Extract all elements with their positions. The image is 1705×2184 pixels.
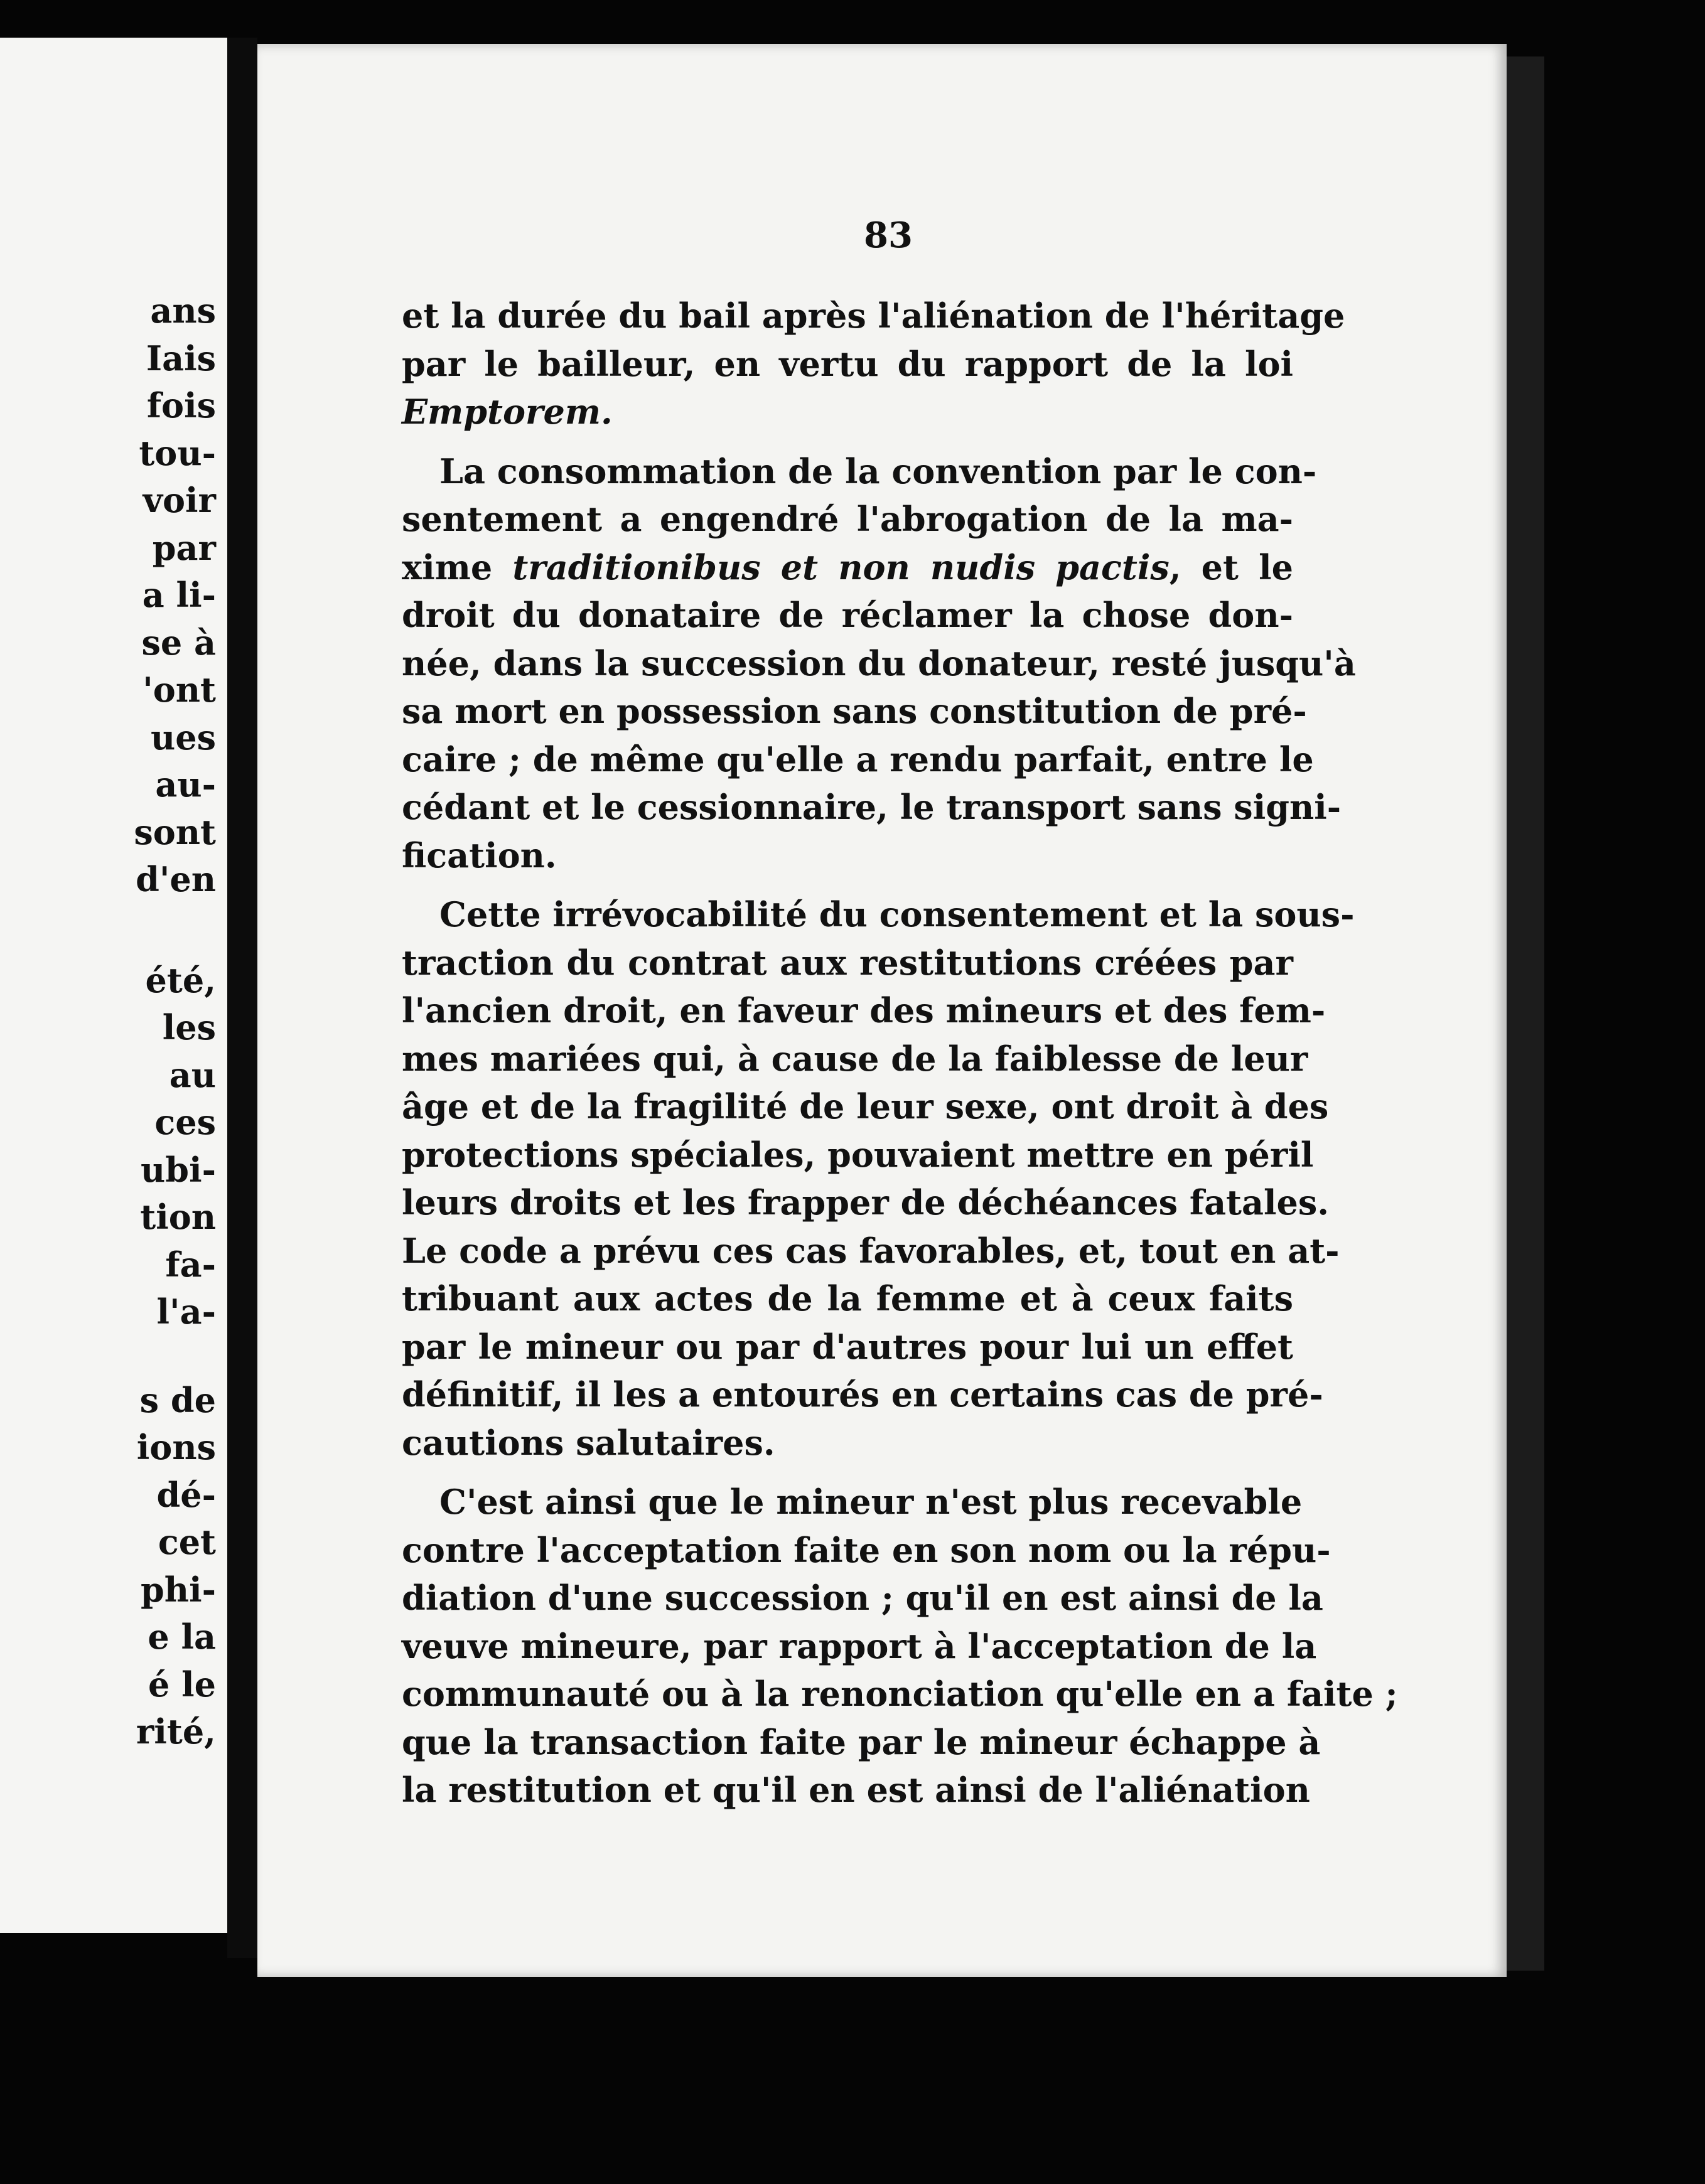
text-line: sentement a engendré l'abrogation de la ma- (402, 499, 1293, 539)
left-page-fragment: tou- (139, 432, 216, 473)
left-page-fragment: s de (139, 1379, 216, 1420)
left-page-fragment: voir (143, 480, 216, 520)
text-line: contre l'acceptation faite en son nom ou la répu- (402, 1529, 1331, 1570)
text-line: La consommation de la convention par le con- (439, 451, 1317, 491)
text-line: protections spéciales, pouvaient mettre en péril (402, 1134, 1314, 1175)
book-gutter (227, 38, 257, 1958)
text-line: Cette irrévocabilité du consentement et la sous- (439, 894, 1355, 934)
text-line: âge et de la fragilité de leur sexe, ont droit à des (402, 1086, 1329, 1127)
text-line: fication. (402, 835, 557, 875)
text-line: cautions salutaires. (402, 1422, 775, 1463)
text-line: sa mort en possession sans constitution de pré- (402, 691, 1307, 731)
text-line: cédant et le cessionnaire, le transport sans signi- (402, 787, 1342, 827)
text-line-with-latin: xime traditionibus et non nudis pactis, et le (402, 547, 1293, 587)
text-line: diation d'une succession ; qu'il en est ainsi de la (402, 1578, 1323, 1618)
left-page-fragment: rité, (136, 1711, 216, 1752)
left-page-fragment: été, (145, 960, 216, 1000)
main-page (257, 44, 1507, 1977)
left-page-fragment: ubi- (141, 1149, 216, 1190)
left-page-fragment: fa- (165, 1244, 216, 1285)
left-page-fragment: cet (158, 1522, 216, 1562)
left-page-fragment: ces (154, 1102, 216, 1142)
left-page-fragment: d'en (136, 859, 216, 899)
left-page-fragment: e la (148, 1617, 216, 1657)
text-line (402, 388, 1293, 436)
body-text (402, 292, 1398, 1814)
text-line: mes mariées qui, à cause de la faiblesse de leur (402, 1038, 1308, 1079)
right-page-edge (1507, 56, 1544, 1971)
left-page-fragment: ues (150, 717, 216, 757)
left-page-fragment: ions (136, 1427, 216, 1467)
text-line: leurs droits et les frapper de déchéances fatales. (402, 1182, 1330, 1223)
text-line: née, dans la succession du donateur, resté jusqu'à (402, 643, 1356, 683)
left-page-fragment: se à (141, 622, 216, 663)
text-line: tribuant aux actes de la femme et à ceux faits (402, 1278, 1293, 1319)
left-page-fragment: sont (134, 811, 216, 852)
left-page-fragment: Iais (146, 338, 216, 378)
text-line: caire ; de même qu'elle a rendu parfait, entre le (402, 739, 1314, 779)
text-line: droit du donataire de réclamer la chose don- (402, 595, 1293, 635)
left-page-fragment: les (162, 1007, 216, 1047)
text-line: et la durée du bail après l'aliénation de l'héritage (402, 296, 1345, 336)
text-line: l'ancien droit, en faveur des mineurs et des fem- (402, 990, 1326, 1030)
text-line: traction du contrat aux restitutions créées par (402, 942, 1293, 983)
text-line: définitif, il les a entourés en certains cas de pré- (402, 1374, 1323, 1415)
text-line: C'est ainsi que le mineur n'est plus recevable (439, 1482, 1303, 1522)
left-page-fragment: tion (140, 1197, 216, 1237)
text-line: veuve mineure, par rapport à l'acceptation de la (402, 1625, 1317, 1666)
left-page-fragment: fois (146, 385, 216, 426)
left-page-fragment: par (152, 527, 216, 568)
left-page-fragment: a li- (142, 575, 216, 615)
text-line: par le mineur ou par d'autres pour lui un effet (402, 1326, 1293, 1367)
page-number: 83 (864, 215, 913, 256)
text-line: communauté ou à la renonciation qu'elle en a faite ; (402, 1674, 1398, 1714)
left-page-fragment: phi- (141, 1569, 216, 1610)
italic-term: Emptorem. (402, 392, 613, 432)
left-page-fragment: 'ont (143, 670, 216, 710)
left-page-fragment: au- (155, 764, 216, 805)
latin-maxim: traditionibus et non nudis pactis (512, 547, 1170, 587)
text-line: la restitution et qu'il en est ainsi de l'aliénation (402, 1770, 1310, 1810)
text-line: Le code a prévu ces cas favorables, et, tout en at- (402, 1230, 1340, 1271)
left-page-fragment: é le (148, 1664, 216, 1705)
text-line: que la transaction faite par le mineur échappe à (402, 1721, 1321, 1762)
text-line: par le bailleur, en vertu du rapport de la loi (402, 343, 1293, 384)
left-page (0, 38, 231, 1933)
left-page-fragment: dé- (156, 1474, 216, 1515)
left-page-fragment: l'a- (156, 1292, 216, 1332)
left-page-fragment: au (169, 1054, 216, 1095)
left-page-fragment: ans (150, 291, 216, 331)
